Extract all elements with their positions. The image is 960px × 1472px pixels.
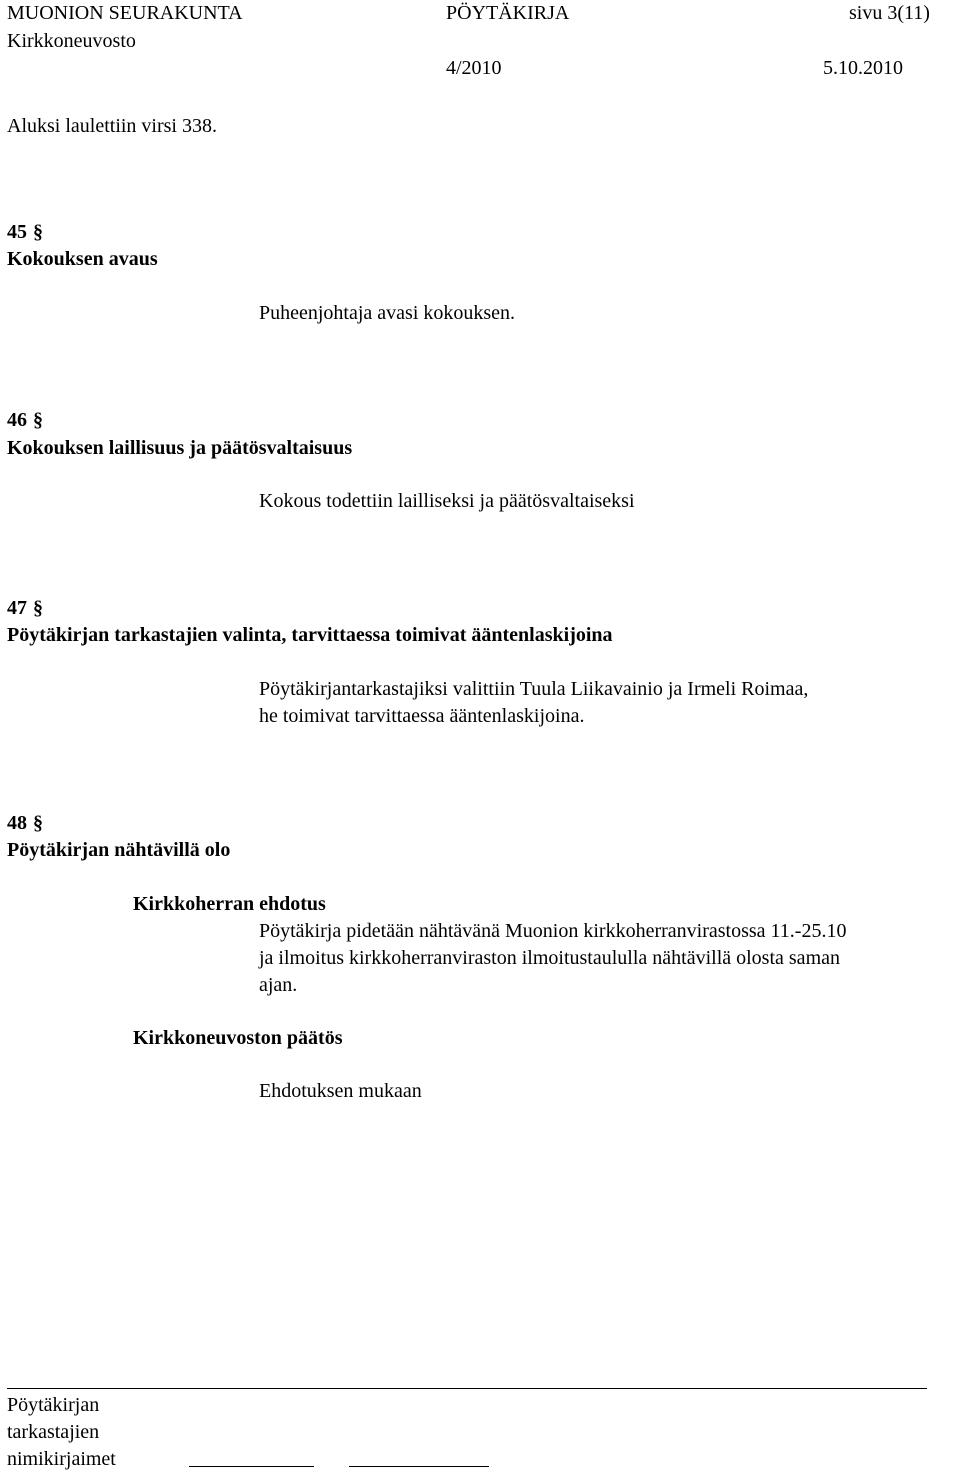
governing-body: Kirkkoneuvosto [7,30,136,52]
proposal-heading: Kirkkoherran ehdotus [133,893,326,915]
footer-divider [7,1388,927,1389]
section-text: Pöytäkirjantarkastajiksi valittiin Tuula Liikavainio ja Irmeli Roimaa, [259,678,809,700]
section-number [7,596,43,620]
section-number [7,811,43,835]
section-text: Puheenjohtaja avasi kokouksen. [259,302,516,324]
decision-heading: Kirkkoneuvoston päätös [133,1027,343,1049]
intro-text: Aluksi laulettiin virsi 338. [7,115,217,137]
section-text: he toimivat tarvittaessa ääntenlaskijoina. [259,705,585,727]
section-text: Kokous todettiin lailliseksi ja päätösvaltaiseksi [259,490,635,512]
section-title: Kokouksen laillisuus ja päätösvaltaisuus [7,437,353,459]
section-title: Pöytäkirjan nähtävillä olo [7,839,231,861]
section-number-value: 45 [7,221,27,243]
proposal-text: Pöytäkirja pidetään nähtävänä Muonion kirkkoherranvirastossa 11.-25.10 [259,920,847,942]
section-number [7,408,43,432]
proposal-text: ajan. [259,974,298,996]
section-number-value: 47 [7,597,27,619]
section-title: Kokouksen avaus [7,248,158,270]
meeting-date: 5.10.2010 [823,57,903,79]
section-title: Pöytäkirjan tarkastajien valinta, tarvittaessa toimivat ääntenlaskijoina [7,624,613,646]
section-number-value: 46 [7,409,27,431]
section-sign-icon: § [33,812,43,834]
minutes-number: 4/2010 [446,57,502,79]
organization-name: MUONION SEURAKUNTA [7,2,243,24]
section-sign-icon: § [33,597,43,619]
footer-label: tarkastajien [7,1421,100,1443]
section-sign-icon: § [33,409,43,431]
footer-label: nimikirjaimet [7,1448,116,1470]
initials-line [189,1466,314,1467]
initials-line [349,1466,489,1467]
document-type: PÖYTÄKIRJA [446,2,570,24]
section-sign-icon: § [33,221,43,243]
section-number [7,220,43,244]
section-number-value: 48 [7,812,27,834]
proposal-text: ja ilmoitus kirkkoherranviraston ilmoitustaululla nähtävillä olosta saman [259,947,840,969]
decision-text: Ehdotuksen mukaan [259,1080,422,1102]
footer-label: Pöytäkirjan [7,1394,100,1416]
page-number: sivu 3(11) [849,2,930,24]
